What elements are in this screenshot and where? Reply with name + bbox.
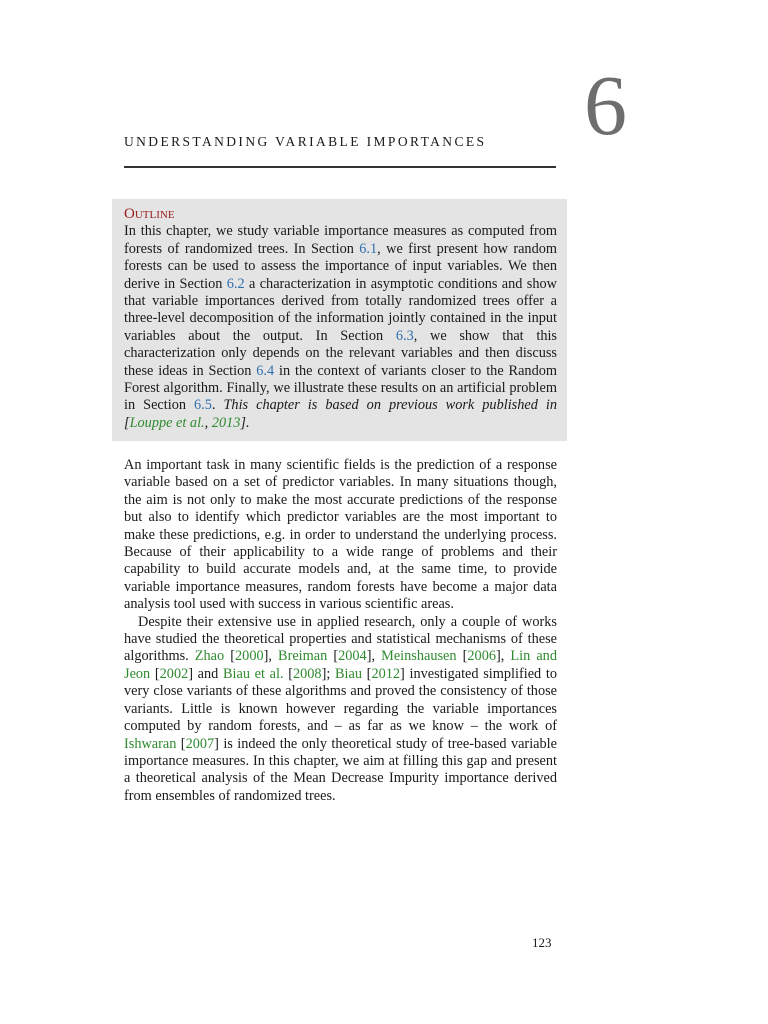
outline-box <box>112 199 567 441</box>
citation-bracket: ] <box>400 665 410 682</box>
citation-bracket: ], <box>496 648 511 665</box>
citation-bracket: ]; <box>321 665 335 682</box>
citation-bracket: [ <box>224 648 236 665</box>
citation-louppe[interactable]: Louppe et al. <box>129 414 205 431</box>
citation-bracket: ], <box>366 648 382 665</box>
section-link-6-2[interactable]: 6.2 <box>226 275 245 292</box>
paragraph-text: Despite their extensive use in applied research, only a couple of works have studied the theoretical properties and statistical mechanisms of these algorithms. <box>124 613 557 665</box>
citation-bracket: ] and <box>188 665 223 682</box>
citation-meinshausen-year[interactable]: 2006 <box>467 648 496 665</box>
citation-zhao[interactable]: Zhao <box>194 648 225 665</box>
page-number: 123 <box>532 935 552 950</box>
outline-text-part: , we first present how random forests can be used to assess the importance of input variables. We then derive in Section <box>124 240 557 292</box>
citation-breiman-year[interactable]: 2004 <box>338 648 367 665</box>
paragraph-text: is indeed the only theoretical study of tree-based variable importance measures. In this chapter, we aim at filling this gap and present a theoretical analysis of the Mean Decrease Impurity importance derived from ensembles of randomized trees. <box>124 735 557 804</box>
paragraph-2 <box>124 614 557 805</box>
citation-bracket: [ <box>456 648 468 665</box>
citation-meinshausen[interactable]: Meinshausen <box>381 648 457 665</box>
citation-lin-jeon-year[interactable]: 2002 <box>159 665 189 682</box>
outline-heading: Outline <box>124 206 175 222</box>
outline-text-part: a characterization in asymptotic conditions and show that variable importances derived from totally randomized trees offer a three-level decomposition of the information jointly contained in the input variables about the output. In Section <box>124 275 557 344</box>
section-link-6-5[interactable]: 6.5 <box>194 397 212 414</box>
body-text <box>124 457 557 805</box>
section-link-6-3[interactable]: 6.3 <box>395 327 414 344</box>
citation-ishwaran-year[interactable]: 2007 <box>185 735 215 752</box>
outline-text-part: . <box>211 397 224 414</box>
paragraph-text: investigated simplified to very close variants of these algorithms and proved the consistency of those variants. Little is known however regarding the variable importances computed by random forests, and – as far as we know – the work of <box>124 665 557 735</box>
citation-bracket: ], <box>263 648 279 665</box>
paragraph-1: An important task in many scientific fields is the prediction of a response variable based on a set of predictor variables. In many situations though, the aim is not only to make the most accurate predictions of the response but also to identify which predictor variables are the most important to make these predictions, e.g. in order to understand the underlying process. Because of their applicability to a wide range of problems and their capability to build accurate models and, at the same time, to provide variable importance measures, random forests have become a major data analysis tool used with success in various scientific areas. <box>124 457 557 613</box>
citation-louppe-year[interactable]: 2013 <box>211 414 241 431</box>
outline-text <box>124 206 557 432</box>
citation-separator: , <box>204 414 212 431</box>
outline-text-part: , we show that this characterization only depends on the relevant variables and then discuss these ideas in Section <box>124 327 557 379</box>
citation-zhao-year[interactable]: 2000 <box>235 648 264 665</box>
citation-lin-jeon[interactable]: Lin and Jeon <box>124 648 557 682</box>
citation-bracket: [ <box>150 665 160 682</box>
citation-breiman[interactable]: Breiman <box>278 648 328 665</box>
citation-bracket: [ <box>362 665 372 682</box>
citation-biau-year[interactable]: 2012 <box>371 665 401 682</box>
title-rule <box>124 166 556 168</box>
citation-bracket: [ <box>176 735 186 752</box>
citation-bracket: ] <box>214 735 224 752</box>
citation-bracket: [ <box>283 665 293 682</box>
citation-biau-et-al[interactable]: Biau et al. <box>223 665 284 682</box>
citation-biau-et-al-year[interactable]: 2008 <box>292 665 322 682</box>
outline-text-part: In this chapter, we study variable importance measures as computed from forests of randomized trees. In Section <box>124 223 557 257</box>
section-link-6-4[interactable]: 6.4 <box>256 362 275 379</box>
outline-italic-part: ]. <box>240 414 250 431</box>
section-link-6-1[interactable]: 6.1 <box>359 240 378 257</box>
citation-ishwaran[interactable]: Ishwaran <box>124 735 177 752</box>
citation-bracket: [ <box>327 648 339 665</box>
outline-italic-part: This chapter is based on previous work published in [ <box>124 397 557 431</box>
chapter-number: 6 <box>584 57 627 153</box>
outline-text-part: in the context of variants closer to the Random Forest algorithm. Finally, we illustrate these results on an artificial problem in Section <box>124 362 557 414</box>
chapter-title: UNDERSTANDING VARIABLE IMPORTANCES <box>124 134 487 149</box>
citation-biau[interactable]: Biau <box>334 665 362 682</box>
